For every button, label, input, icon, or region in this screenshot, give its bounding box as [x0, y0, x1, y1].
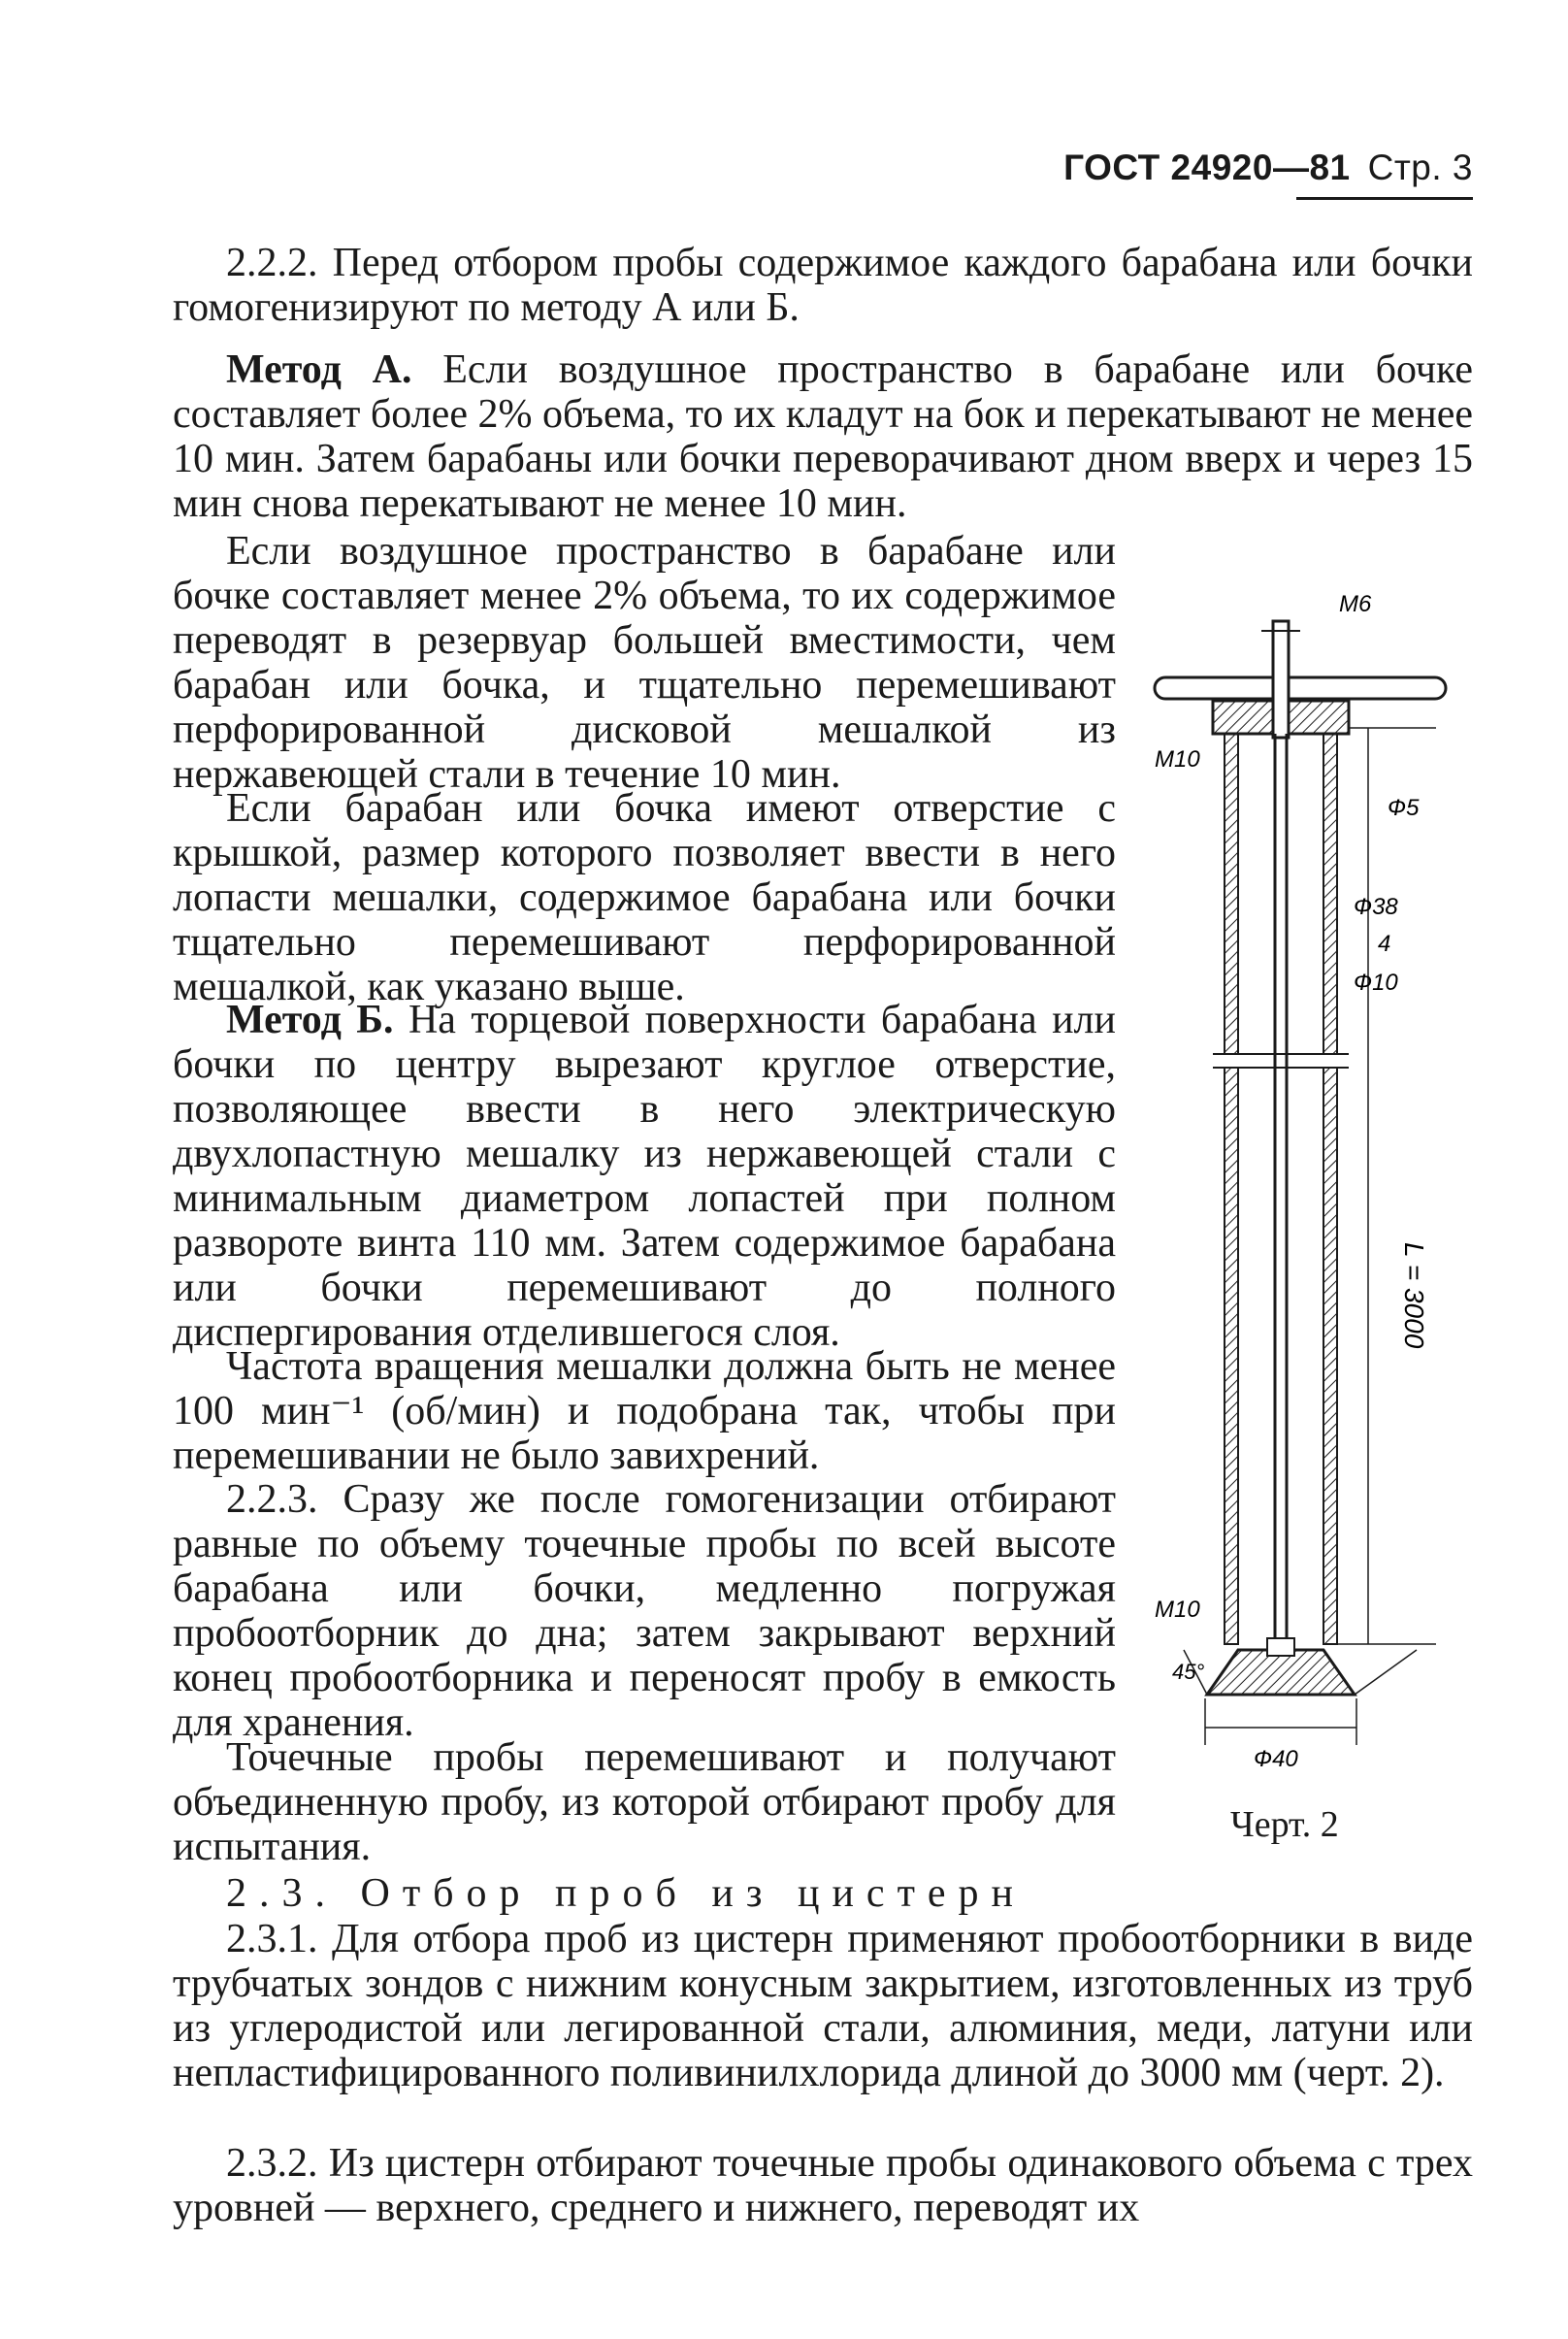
tube-wall-right [1323, 734, 1337, 1644]
page-number: Стр. 3 [1367, 148, 1473, 187]
clause-2-3-2: 2.3.2. Из цистерн отбирают точечные пробы одинакового объема с трех уровней — верхнего, среднего и нижнего, переводят их [173, 2141, 1473, 2230]
tube-wall-left [1225, 734, 1238, 1644]
label-4: 4 [1378, 931, 1391, 957]
figure-caption: Черт. 2 [1230, 1804, 1339, 1845]
method-a-case-small-space: Если воздушное пространство в барабане или бочке составляет менее 2% объема, то их содержимое переводят в резервуар большей вместимости, чем барабан или бочка, и тщательно перемешивают перфорированной дисковой мешалкой из нержавеющей стали в течение 10 мин. [173, 529, 1116, 797]
label-d40: Ф40 [1254, 1746, 1298, 1772]
label-length: L = 3000 [1399, 1242, 1429, 1349]
label-m10-bottom: М10 [1155, 1597, 1200, 1623]
clause-2-2-2: 2.2.2. Перед отбором пробы содержимое каждого барабана или бочки гомогенизируют по методу А или Б. [173, 241, 1473, 330]
method-a-paragraph [173, 347, 1473, 526]
method-b-paragraph [173, 998, 1116, 1355]
method-b-text: На торцевой поверхности барабана или бочки по центру вырезают круглое отверстие, позволяющее ввести в него электрическую двухлопастную мешалку из нержавеющей стали с минимальным диаметром лопастей при полном развороте винта 110 мм. Затем содержимое барабана или бочки перемешивают до полного диспергирования отделившегося слоя. [173, 998, 1116, 1355]
standard-number: ГОСТ 24920—81 [1063, 148, 1351, 187]
label-angle: 45° [1172, 1660, 1205, 1684]
label-d38: Ф38 [1354, 894, 1398, 920]
section-2-3-heading: 2.3. Отбор проб из цистерн [226, 1871, 1027, 1916]
handle-bar [1155, 677, 1446, 699]
page-header [1063, 148, 1473, 188]
label-d10: Ф10 [1354, 970, 1398, 996]
clause-2-3-1: 2.3.1. Для отбора проб из цистерн применяют пробоотборники в виде трубчатых зондов с нижним конусным закрытием, изготовленных из труб из углеродистой или легированной стали, алюминия, меди, латуни или непластифицированного поливинилхлорида длиной до 3000 мм (черт. 2). [173, 1917, 1473, 2095]
header-rule [1296, 197, 1473, 200]
method-a-case-lid: Если барабан или бочка имеют отверстие с крышкой, размер которого позволяет ввести в него лопасти мешалки, содержимое барабана или бочки тщательно перемешивают перфорированной мешалкой, как указано выше. [173, 786, 1116, 1009]
label-m10-top: М10 [1155, 746, 1200, 773]
label-m6: М6 [1339, 591, 1372, 617]
sampler-drawing [1145, 582, 1455, 1834]
method-a-label: Метод А. [226, 347, 412, 392]
method-b-label: Метод Б. [226, 998, 394, 1042]
mixer-speed-paragraph: Частота вращения мешалки должна быть не менее 100 мин⁻¹ (об/мин) и подобрана так, чтобы при перемешивании не было завихрений. [173, 1344, 1116, 1478]
label-d5: Ф5 [1388, 795, 1420, 821]
top-screw [1273, 621, 1289, 738]
clause-2-2-3: 2.2.3. Сразу же после гомогенизации отбирают равные по объему точечные пробы по всей высоте барабана или бочки, медленно погружая пробоотборник до дна; затем закрывают верхний конец пробоотборника и переносят пробу в емкость для хранения. [173, 1477, 1116, 1745]
combined-sample-paragraph: Точечные пробы перемешивают и получают объединенную пробу, из которой отбирают пробу для испытания. [173, 1735, 1116, 1869]
method-a-text: Если воздушное пространство в барабане или бочке составляет более 2% объема, то их кладут на бок и перекатывают не менее 10 мин. Затем барабаны или бочки переворачивают дном вверх и через 15 мин снова перекатывают не менее 10 мин. [173, 347, 1473, 526]
